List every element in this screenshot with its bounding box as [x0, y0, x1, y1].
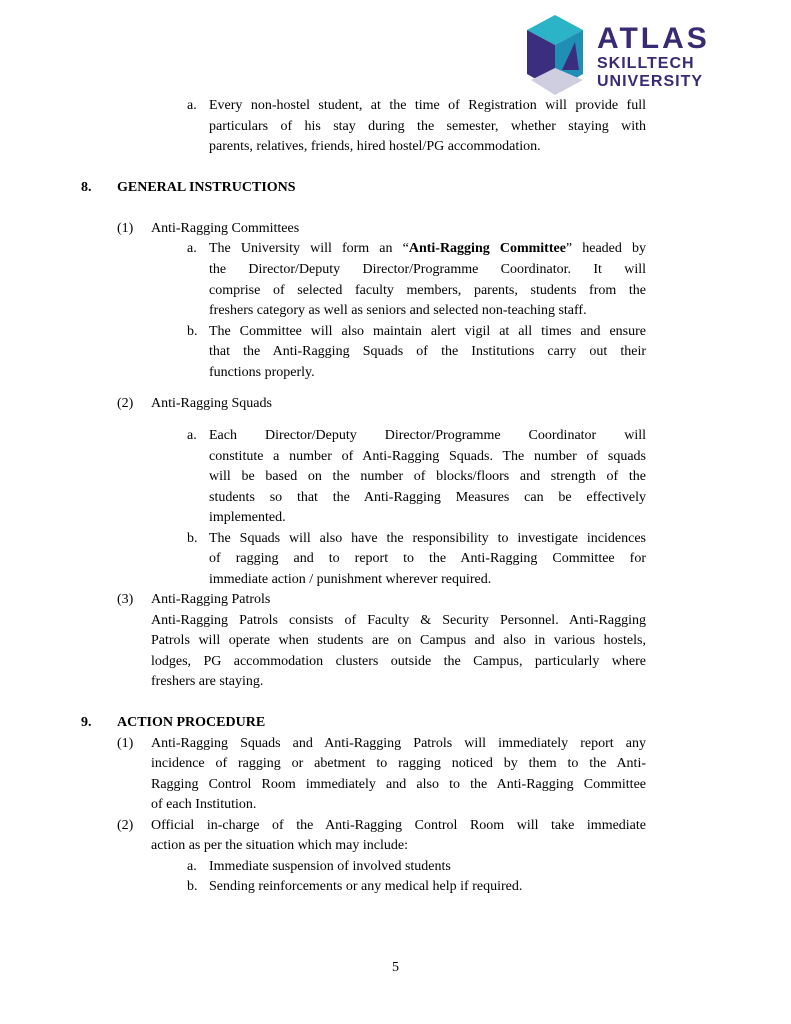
text-line: students so that the Anti-Ragging Measures can be effectively [209, 490, 646, 505]
text-line: immediate action / punishment wherever required. [209, 572, 492, 587]
text-line: Every non-hostel student, at the time of Registration will provide full [209, 98, 646, 113]
logo-line1: SKILLTECH [597, 55, 695, 72]
text-line: implemented. [209, 510, 286, 525]
list-marker: a. [187, 98, 197, 113]
text-line [209, 239, 646, 260]
text-line: Each Director/Deputy Director/Programme Coordinator will [209, 428, 646, 443]
text-line: The Squads will also have the responsibility to investigate incidences [209, 531, 646, 546]
subsection-number: (3) [117, 592, 134, 607]
text-line: Sending reinforcements or any medical help if required. [209, 879, 523, 894]
subsection-number: (1) [117, 736, 134, 751]
subsection-number: (2) [117, 396, 134, 411]
atlas-logo [525, 10, 725, 100]
text-line: action as per the situation which may include: [151, 838, 408, 853]
list-marker: a. [187, 428, 197, 443]
text-line: of ragging and to report to the Anti-Ragging Committee for [209, 551, 646, 566]
text-line: will be based on the number of blocks/floors and strength of the [209, 469, 646, 484]
text-line: comprise of selected faculty members, parents, students from the [209, 283, 646, 298]
atlas-cube-icon [525, 10, 595, 100]
text-line: Immediate suspension of involved students [209, 859, 451, 874]
list-marker: b. [187, 879, 198, 894]
text-line: The Committee will also maintain alert vigil at all times and ensure [209, 324, 646, 339]
subsection-title: Anti-Ragging Committees [151, 221, 300, 236]
list-marker: b. [187, 324, 198, 339]
text-line: Anti-Ragging Squads and Anti-Ragging Patrols will immediately report any [151, 736, 646, 751]
list-marker: a. [187, 859, 197, 874]
subsection-number: (1) [117, 221, 134, 236]
text-line: constitute a number of Anti-Ragging Squads. The number of squads [209, 449, 646, 464]
section-number: 8. [81, 180, 92, 195]
text-line: Anti-Ragging Patrols consists of Faculty & Security Personnel. Anti-Ragging [151, 613, 646, 628]
section-title: GENERAL INSTRUCTIONS [117, 180, 296, 195]
subsection-title: Anti-Ragging Patrols [151, 592, 271, 607]
text-line: functions properly. [209, 365, 315, 380]
page-number: 5 [392, 960, 399, 975]
subsection-number: (2) [117, 818, 134, 833]
logo-text [597, 24, 710, 90]
text-line: freshers category as well as seniors and selected non-teaching staff. [209, 303, 587, 318]
text-line: the Director/Deputy Director/Programme Coordinator. It will [209, 262, 646, 277]
text-line: Ragging Control Room immediately and also to the Anti-Ragging Committee [151, 777, 646, 792]
logo-line2: UNIVERSITY [597, 73, 704, 90]
section-number: 9. [81, 715, 92, 730]
text-line: that the Anti-Ragging Squads of the Institutions carry out their [209, 344, 646, 359]
list-marker: a. [187, 241, 197, 256]
emphasis-text: Anti-Ragging Committee [408, 241, 566, 256]
text-line: of each Institution. [151, 797, 257, 812]
text-line: particulars of his stay during the semester, whether staying with [209, 119, 646, 134]
logo-word: ATLAS [597, 22, 710, 55]
text-line: Official in-charge of the Anti-Ragging Control Room will take immediate [151, 818, 646, 833]
text-line: Patrols will operate when students are on Campus and also in various hostels, [151, 633, 646, 648]
section-title: ACTION PROCEDURE [117, 715, 266, 730]
text-run: ” headed by [565, 241, 646, 256]
text-line: parents, relatives, friends, hired hostel/PG accommodation. [209, 139, 541, 154]
text-line: incidence of ragging or abetment to ragging noticed by them to the Anti- [151, 756, 646, 771]
text-line: freshers are staying. [151, 674, 264, 689]
text-line: lodges, PG accommodation clusters outside the Campus, particularly where [151, 654, 646, 669]
subsection-title: Anti-Ragging Squads [151, 396, 272, 411]
list-marker: b. [187, 531, 198, 546]
text-run: The University will form an “ [209, 241, 409, 256]
